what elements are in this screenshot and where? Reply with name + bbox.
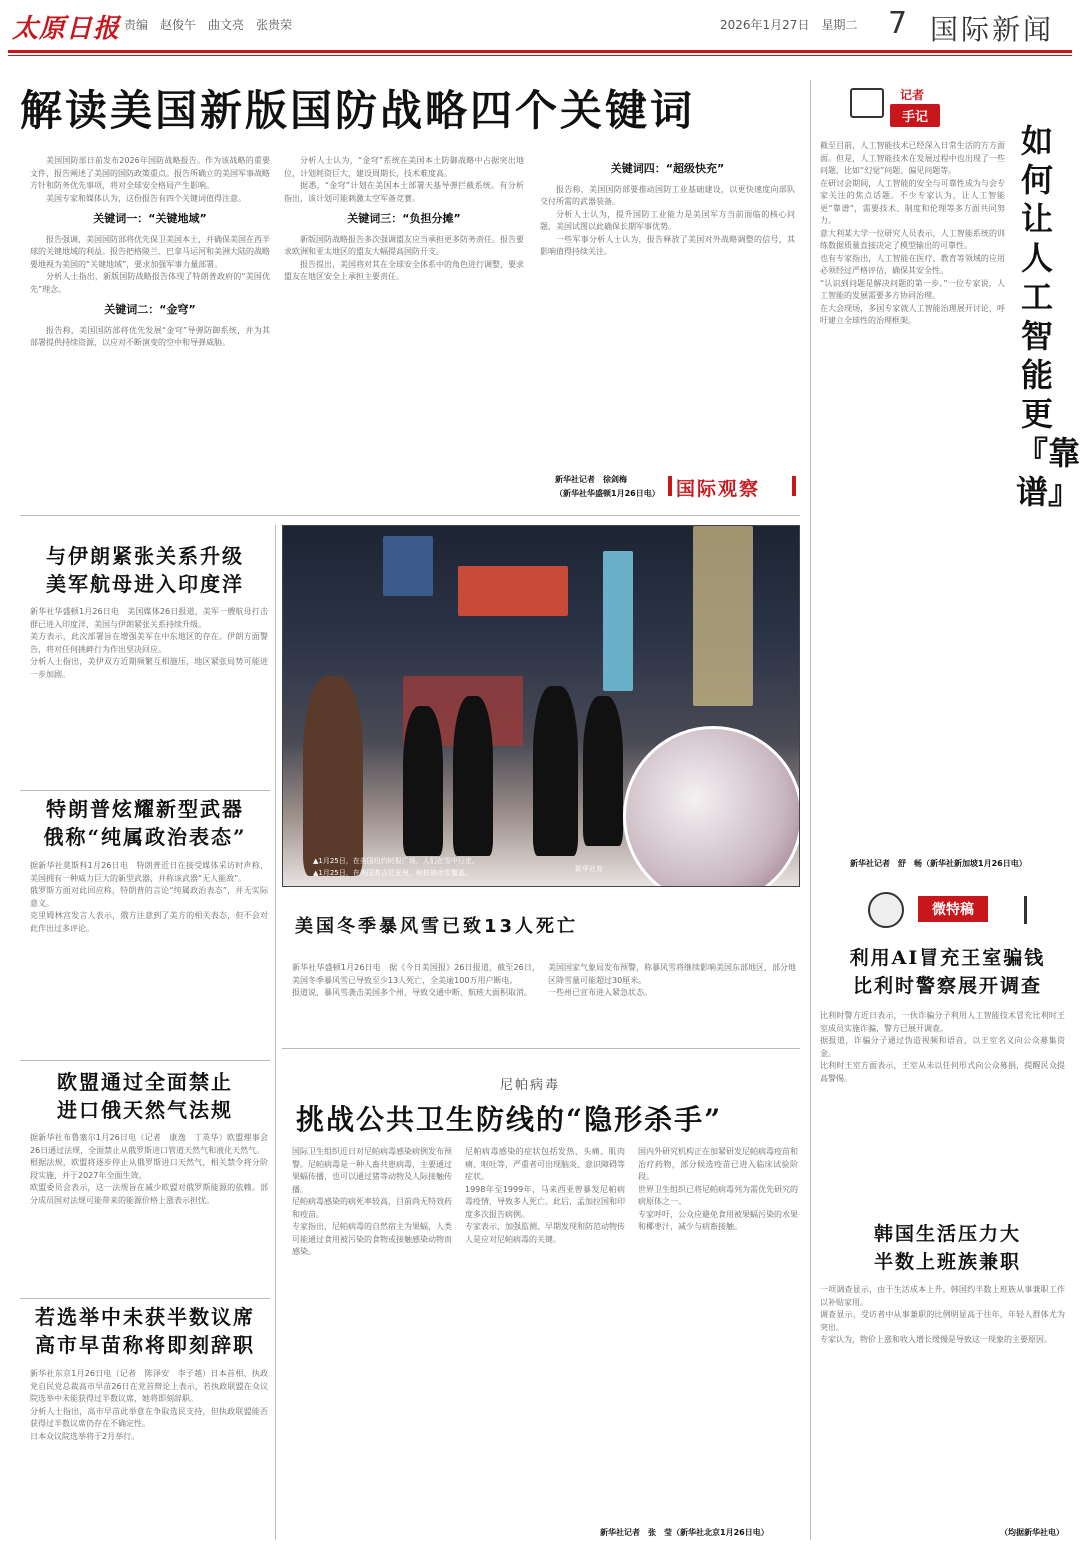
lead-paragraph: 分析人士指出，新版国防战略报告体现了特朗普政府的“美国优先”理念。 — [30, 272, 270, 294]
story-1-title: 与伊朗紧张关系升级 美军航母进入印度洋 — [46, 544, 244, 596]
film-reel-icon — [868, 892, 904, 928]
divider — [20, 1298, 270, 1299]
photo-caption-2: ▲1月25日，在美国弗吉尼亚州，树枝被冰雪覆盖。 — [313, 869, 472, 877]
issue-date: 2026年1月27日 星期二 — [720, 18, 858, 32]
lead-paragraph: 分析人士认为，提升国防工业能力是美国军方当前面临的核心问题，美国试图以此确保长期军事优势。 — [540, 209, 795, 231]
lead-column-3 — [540, 155, 795, 465]
lead-paragraph: 分析人士认为，“金穹”系统在美国本土防御战略中占据突出地位，计划耗资巨大，建设周期长，技术难度高。 — [284, 156, 524, 178]
snowstorm-body-1: 新华社华盛顿1月26日电 据《今日美国报》26日报道，截至26日，美国冬季暴风雪已导致至少13人死亡，全美逾100万用户断电。 报道说，暴风雪袭击美国多个州，导致交通中断、航班大面积取消。 — [292, 963, 540, 997]
lead-paragraph: 美国国防部日前发布2026年国防战略报告。作为该战略的重要文件，报告阐述了美国的国防政策重点。报告所确立的美国军事战略方针和防务优先事项，将对全球安全格局产生影响。 — [30, 156, 270, 190]
micro-story-1-title: 利用AI冒充王室骗钱 比利时警察展开调查 — [849, 947, 1046, 997]
intl-observation-tag: 国际观察 — [676, 478, 761, 500]
lead-paragraph: 新版国防战略报告多次强调盟友应当承担更多防务责任。报告要求欧洲和亚太地区的盟友大幅提高国防开支。 — [284, 234, 524, 256]
micro-story-1-body: 比利时警方近日表示，一伙诈骗分子利用人工智能技术冒充比利时王室成员实施诈骗，警方已展开调查。 据报道，诈骗分子通过伪造视频和语音，以王室名义向公众募集资金。 比利时王室方面表示，王室从未以任何形式向公众募捐，提醒民众提高警惕。 — [820, 1011, 1065, 1083]
lead-byline: 新华社记者 徐剑梅 — [555, 475, 627, 484]
nipah-byline: 新华社记者 张 莹（新华社北京1月26日电） — [600, 1528, 769, 1537]
column-body: 截至目前，人工智能技术已经深入日常生活的方方面面。但是，人工智能技术在发展过程中也出现了一些问题，比如“幻觉”问题、偏见问题等。 在研讨会期间，人工智能的安全与可靠性成为与会专家关注的焦点话题。不少专家认为，让人工智能更“靠谱”，需要技术、制度和伦理等多方面共同努力。 意大利某大学一位研究人员表示，人工智能系统的训练数据质量直接决定了模型输出的可靠性。 也有专家指出，人工智能在医疗、教育等领域的应用必须经过严格评估，确保其安全性。 “认识到问题是解决问题的第一步。”一位专家说，人工智能的发展需要多方协同治理。 在大会现场，多国专家就人工智能治理展开讨论，呼吁建立全球性的治理框架。 — [820, 141, 1005, 325]
badge-label-top: 记者 — [900, 88, 925, 102]
lead-paragraph: 据悉，“金穹”计划在美国本土部署天基导弹拦截系统。有分析指出，该计划可能刺激太空军备竞赛。 — [284, 181, 524, 203]
micro-story-2-body: 一项调查显示，由于生活成本上升，韩国约半数上班族从事兼职工作以补贴家用。 调查显示，受访者中从事兼职的比例明显高于往年，年轻人群体尤为突出。 专家认为，物价上涨和收入增长缓慢是导致这一现象的主要原因。 — [820, 1285, 1065, 1344]
story-1-body: 新华社华盛顿1月26日电 美国媒体26日报道，美军一艘航母打击群已进入印度洋，美国与伊朗紧张关系持续升级。 美方表示，此次部署旨在增强美军在中东地区的存在。伊朗方面警告，将对任何挑衅行为作出坚决回应。 分析人士指出，美伊双方近期频繁互相施压，地区紧张局势可能进一步加剧。 — [30, 607, 268, 679]
badge-label-bottom: 手记 — [890, 104, 940, 127]
lead-paragraph: 报告称，美国国防部将优先发展“金穹”导弹防御系统，并为其部署提供持续资源，以应对不断演变的空中和导弹威胁。 — [30, 325, 270, 347]
photo-caption-1: ▲1月25日，在美国纽约时报广场，人们在雪中行走。 — [313, 857, 479, 865]
page-number: 7 — [888, 6, 908, 41]
lead-paragraph: 报告称，美国国防部要推动国防工业基础建设，以更快速度向部队交付所需的武器装备。 — [540, 184, 795, 206]
lead-byline-dateline: （新华社华盛顿1月26日电） — [555, 489, 660, 498]
snowstorm-body-2: 美国国家气象局发布预警，称暴风雪将继续影响美国东部地区，部分地区降雪量可能超过30厘米。 一些州已宣布进入紧急状态。 — [548, 963, 796, 997]
micro-story-2-title: 韩国生活压力大 半数上班族兼职 — [873, 1223, 1021, 1273]
snowstorm-title: 美国冬季暴风雪已致13人死亡 — [295, 916, 579, 937]
divider — [275, 525, 276, 1540]
divider — [20, 1060, 270, 1061]
column-title: 如何让人工智能更『靠谱』 — [1016, 122, 1080, 511]
reporter-notes-badge — [850, 86, 960, 126]
lead-column-1 — [30, 155, 270, 510]
story-3-title: 欧盟通过全面禁止 进口俄天然气法规 — [57, 1070, 233, 1122]
story-4-body: 新华社东京1月26日电（记者 陈泽安 李子越）日本首相、执政党自民党总裁高市早苗26日在党首辩论上表示，若执政联盟在众议院选举中未能获得过半数议席，她将即刻辞职。 分析人士指出，高市早苗此举意在争取选民支持，但执政联盟能否获得过半数议席仍存在不确定性。 日本众议院选举将于2月举行。 — [30, 1369, 268, 1441]
masthead-rule-thin — [8, 55, 1072, 56]
lead-headline: 解读美国新版国防战略四个关键词 — [20, 86, 696, 135]
keyword-heading: 关键词二：“金穹” — [104, 303, 196, 316]
lead-column-2 — [284, 155, 524, 510]
masthead-rule — [8, 50, 1072, 53]
micro-feature-badge — [868, 892, 1028, 928]
story-2-body: 据新华社莫斯科1月26日电 特朗普近日在接受媒体采访时声称，美国拥有一种威力巨大的新型武器，并称该武器“无人能敌”。 俄罗斯方面对此回应称，特朗普的言论“纯属政治表态”，并无实际意义。 克里姆林宫发言人表示，俄方注意到了美方的相关表态，但不会对此作出过多评论。 — [30, 861, 268, 933]
inset-photo-frozen-branch — [623, 726, 800, 887]
micro-feature-label: 微特稿 — [918, 896, 988, 922]
divider — [810, 80, 811, 1540]
divider — [282, 1048, 800, 1049]
notebook-icon — [850, 88, 884, 118]
micro-byline: （均据新华社电） — [1000, 1528, 1064, 1537]
section-title: 国际新闻 — [930, 13, 1055, 46]
divider — [20, 515, 800, 516]
lead-paragraph: 一些军事分析人士认为，报告释放了美国对外战略调整的信号，其影响值得持续关注。 — [540, 234, 795, 256]
nipah-body-2: 尼帕病毒感染的症状包括发热、头痛、肌肉痛、呕吐等，严重者可出现脑炎、意识障碍等症状。 1998年至1999年，马来西亚曾暴发尼帕病毒疫情，导致多人死亡。此后，孟加拉国和印度多次报告病例。 专家表示，加强监测、早期发现和防范动物传人是应对尼帕病毒的关键。 — [465, 1147, 625, 1244]
keyword-heading: 关键词四：“超级快充” — [610, 162, 725, 175]
tag-bar — [792, 476, 796, 496]
divider — [20, 790, 270, 791]
keyword-heading: 关键词一：“关键地域” — [93, 212, 207, 225]
tag-bar — [668, 476, 672, 496]
lead-paragraph: 美国专家和媒体认为，这份报告有四个关键词值得注意。 — [46, 193, 246, 203]
photo-credit: 新华社发 — [575, 865, 603, 873]
nipah-body-3: 国内外研究机构正在加紧研发尼帕病毒疫苗和治疗药物，部分候选疫苗已进入临床试验阶段。 世界卫生组织已将尼帕病毒列为需优先研究的病原体之一。 专家呼吁，公众应避免食用被果蝠污染的水果和椰枣汁，减少与病畜接触。 — [638, 1147, 798, 1231]
keyword-heading: 关键词三：“负担分摊” — [347, 212, 461, 225]
lead-paragraph: 报告提出，美国将对其在全球安全体系中的角色进行调整，要求盟友在地区安全上承担主要责任。 — [284, 259, 524, 281]
column-byline: 新华社记者 舒 畅（新华社新加坡1月26日电） — [850, 859, 1027, 868]
nipah-title: 挑战公共卫生防线的“隐形杀手” — [296, 1103, 723, 1136]
lead-paragraph: 报告强调，美国国防部将优先保卫美国本土，并确保美国在西半球的关键地域的利益。报告把格陵兰、巴拿马运河和美洲大陆的战略要地视为美国的“关键地域”，要求加强军事力量部署。 — [30, 234, 270, 269]
story-2-title: 特朗普炫耀新型武器 俄称“纯属政治表态” — [43, 797, 247, 849]
nipah-body-1: 国际卫生组织近日对尼帕病毒感染病例发布预警。尼帕病毒是一种人畜共患病毒，主要通过果蝠传播，也可以通过猪等动物及人际接触传播。 尼帕病毒感染的病死率较高，目前尚无特效药和疫苗。 专家指出，尼帕病毒的自然宿主为果蝠，人类可能通过食用被污染的食物或接触感染动物而感染。 — [292, 1147, 452, 1256]
news-photo-snowstorm — [282, 525, 800, 887]
newspaper-logo: 太原日报 — [12, 14, 121, 44]
nipah-kicker: 尼帕病毒 — [500, 1078, 561, 1093]
story-4-title: 若选举中未获半数议席 高市早苗称将即刻辞职 — [35, 1305, 255, 1357]
story-3-body: 据新华社布鲁塞尔1月26日电（记者 康逸 丁英华）欧盟理事会26日通过法规，全面禁止从俄罗斯进口管道天然气和液化天然气。 根据法规，欧盟将逐步停止从俄罗斯进口天然气，相关禁令将分阶段实施，并于2027年全面生效。 欧盟委员会表示，这一法规旨在减少欧盟对俄罗斯能源的依赖。部分成员国对法规可能带来的能源价格上涨表示担忧。 — [30, 1133, 268, 1205]
micro-feature-bar — [1024, 896, 1027, 924]
editors-line: 责编 赵俊午 曲文亮 张贵荣 — [124, 18, 293, 32]
